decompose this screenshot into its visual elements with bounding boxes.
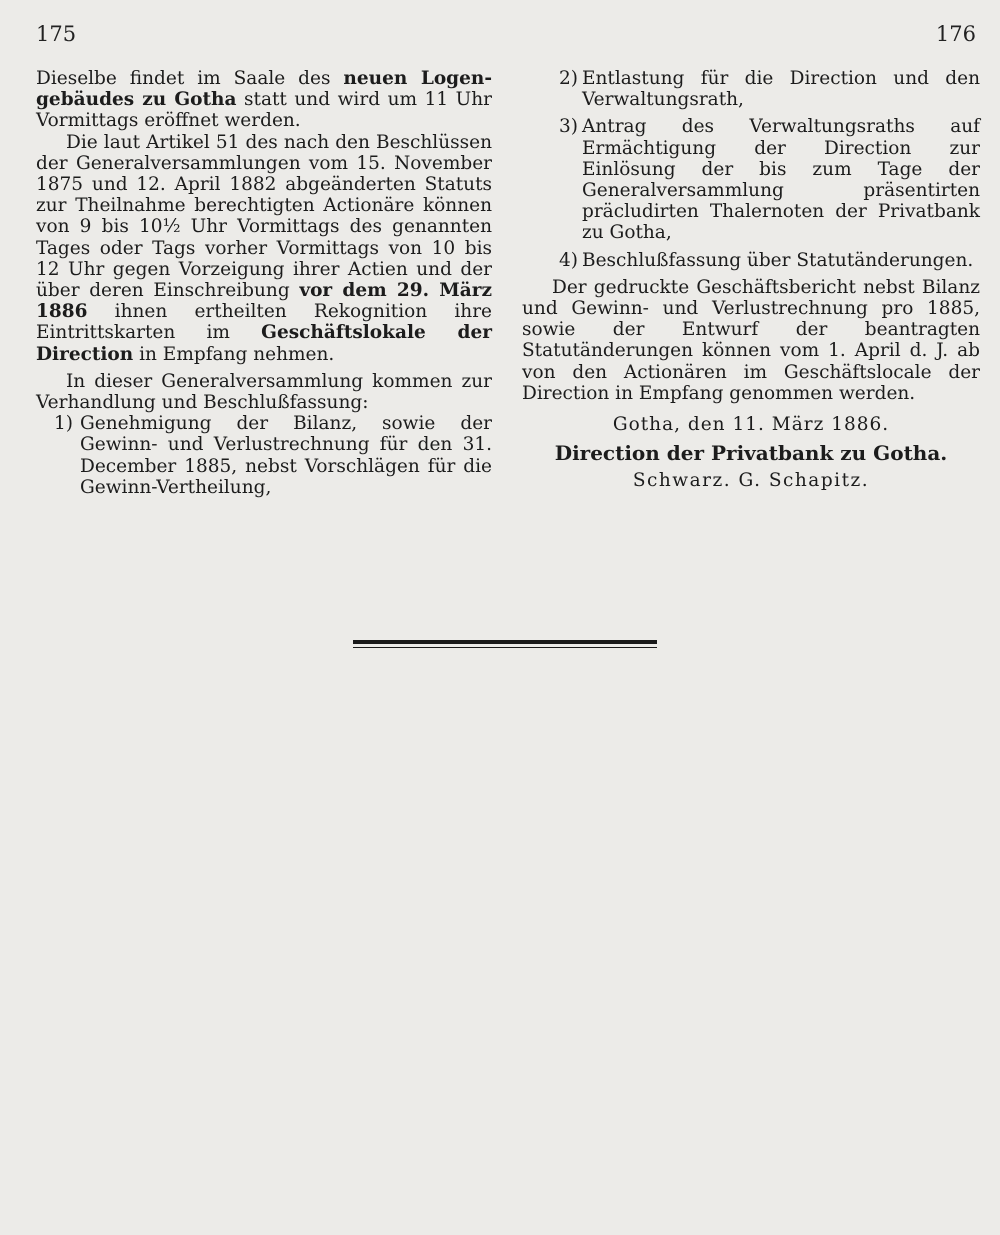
agenda-item-3 [522,116,980,243]
text-run: statt und wird um 11 Uhr Vormittags eröffnet werden. [36,89,492,132]
divider-thin-line [353,647,657,648]
right-column [522,68,980,492]
deadline-emphasis: vor dem 29. März 1886 [36,280,492,323]
agenda-item-text: Genehmigung der Bilanz, sowie der Gewinn- und Verlustrechnung für den 31. December 1885, nebst Vorschlägen für die Gewinn-Vertheilung, [80,413,492,498]
text-run: Dieselbe findet im Saale des [36,68,344,89]
agenda-item-text: Entlastung für die Direction und den Verwaltungsrath, [582,68,980,111]
paragraph-admission [36,132,492,365]
agenda-item-number: 4) [559,249,578,271]
page-number-right: 176 [935,22,976,46]
paragraph-report: Der gedruckte Geschäftsbericht nebst Bilanz und Gewinn- und Verlustrechnung pro 1885, sowie der Entwurf der beantragten Statutänderungen können vom 1. April d. J. ab von den Actionären im Geschäftslocale der Direction in Empfang genommen werden. [522,276,980,404]
signature-names: Schwarz. G. Schapitz. [632,470,870,492]
agenda-item-text: Antrag des Verwaltungsraths auf Ermächtigung der Direction zur Einlösung der bis zum Tage der Generalversammlung präsentirten präcludirten Thalernoten der Privatbank zu Gotha, [582,116,980,244]
text-run: ihnen ertheilten Rekognition ihre Eintrittskarten im [36,301,492,344]
left-column [36,68,492,498]
agenda-item-number: 3) [559,116,578,138]
venue-emphasis: neuen Logen-gebäudes zu Gotha [36,68,493,111]
agenda-item-1 [36,413,492,498]
paragraph-agenda-intro: In dieser Generalversammlung kommen zur Verhandlung und Beschlußfassung: [36,370,492,414]
text-run: Die laut Artikel 51 des nach den Beschlüssen der Generalversammlungen vom 15. November 1875 und 12. April 1882 abgeänderten Statuts zur Theilnahme berechtigten Actionäre können von 9 bis 10½ Uhr Vormittags des genannten Tages oder Tags vorher Vormittags von 10 bis 12 Uhr gegen Vorzeigung ihrer Actien und der über deren Einschreibung [36,131,492,302]
text-run: in Empfang nehmen. [133,343,335,365]
signature-title: Direction der Privatbank zu Gotha. [554,441,948,466]
page-number-left: 175 [36,22,77,46]
agenda-item-number: 2) [559,68,578,89]
agenda-item-4 [522,250,980,271]
agenda-item-2 [522,68,980,110]
paragraph-venue [36,68,492,132]
section-divider [353,640,657,648]
agenda-item-number: 1) [54,413,73,435]
office-emphasis: Geschäftslokale der Direction [36,322,492,365]
agenda-item-text: Beschlußfassung über Statutänderungen. [582,249,974,271]
divider-thick-line [353,640,657,644]
date-line: Gotha, den 11. März 1886. [612,414,890,436]
